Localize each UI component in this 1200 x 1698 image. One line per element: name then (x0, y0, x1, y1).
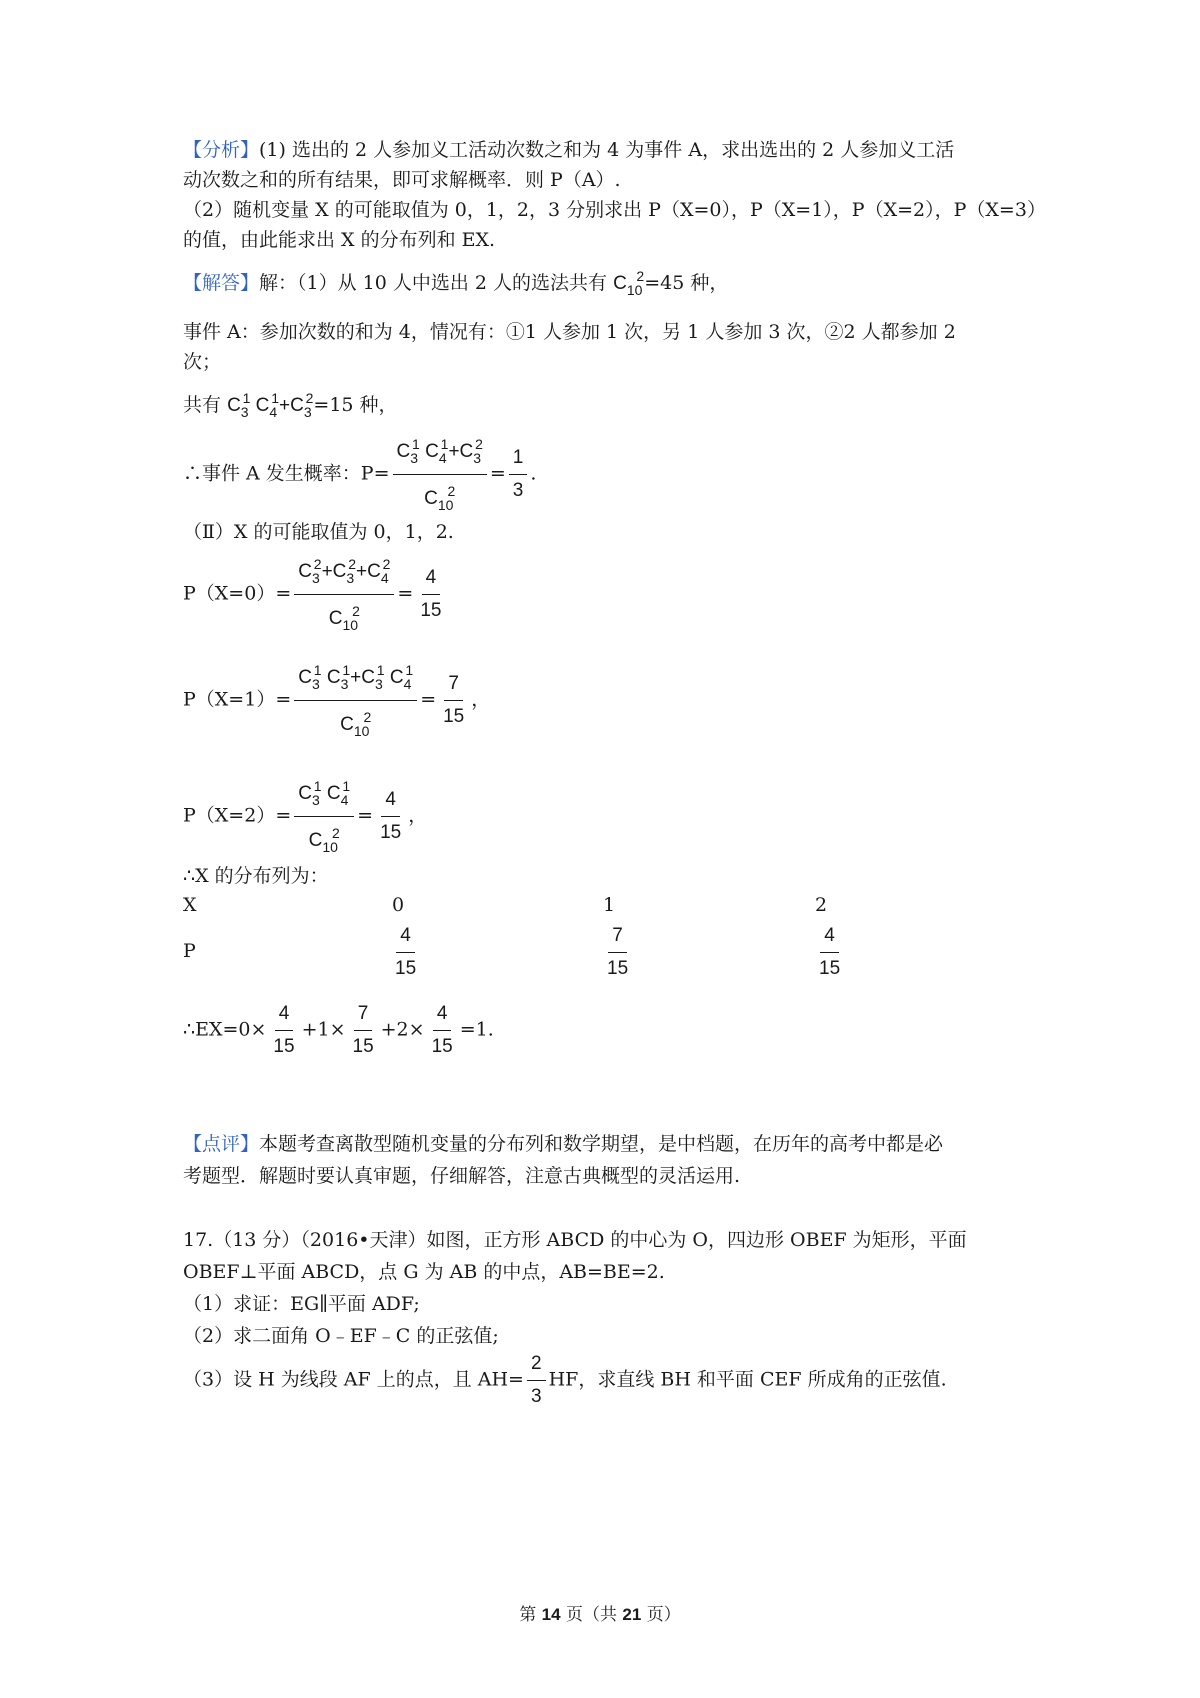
problem17-line-1: 17.（13 分）（2016•天津）如图，正方形 ABCD 的中心为 O，四边形 OBEF 为矩形，平面 (183, 1229, 967, 1251)
px2-result: $\frac{4}{15}$ (376, 786, 405, 847)
prob-a-result: $\frac{1}{3}$ (509, 444, 528, 505)
page-footer: 第 14 页（共 21 页） (519, 1605, 681, 1625)
table-x-header: X (183, 894, 197, 916)
comb-expression: $C_3^1$ $C_4^1+C_3^2$ (227, 390, 314, 420)
analysis-line-4: 的值，由此能求出 X 的分布列和 EX. (183, 229, 496, 251)
problem17-line-3: （1）求证：EG∥平面 ADF; (183, 1293, 420, 1315)
solution-line-2: 事件 A：参加次数的和为 4，情况有：①1 人参加 1 次，另 1 人参加 3 次，②2 人都参加 2 (183, 321, 956, 343)
problem17-line-5: （3）设 H 为线段 AF 上的点，且 AH= $\frac{2}{3}$ HF，求直线 BH 和平面 CEF 所成角的正弦值. (183, 1350, 947, 1411)
px0-line: P（X=0）= $\frac{C_3^2+C_3^2+C_4^2}{C_{10}^2}$ = $\frac{4}{15}$ (183, 550, 448, 639)
px2-fraction: $\frac{C_3^1 C_4^1}{C_{10}^2}$ (294, 772, 354, 861)
problem17-line-4: （2）求二面角 O﹣EF﹣C 的正弦值; (183, 1325, 499, 1347)
px1-result: $\frac{7}{15}$ (439, 670, 468, 731)
analysis-line-1: 【分析】(1) 选出的 2 人参加义工活动次数之和为 4 为事件 A，求出选出的 2 人参加义工活 (183, 139, 955, 161)
table-p-value: $\frac{4}{15}$ (812, 922, 847, 983)
comb-c10-2: $C_{10}^2$ (613, 268, 645, 298)
table-p-value: $\frac{4}{15}$ (388, 922, 423, 983)
px1-fraction: $\frac{C_3^1 C_3^1+C_3^1 C_4^1}{C_{10}^2}$ (294, 656, 417, 745)
px0-result: $\frac{4}{15}$ (416, 564, 445, 625)
comment-tag: 【点评】 (183, 1133, 260, 1155)
prob-a-fraction: $\frac{C_3^1 C_4^1+C_3^2}{C_{10}^2}$ (393, 430, 487, 519)
ex-line: ∴EX=0× $\frac{4}{15}$ +1× $\frac{7}{15}$ +2× $\frac{4}{15}$ =1. (183, 1000, 494, 1061)
solution-line-1: 【解答】解：（1）从 10 人中选出 2 人的选法共有 $C_{10}^2=45$ 种， (183, 268, 729, 298)
solution-tag: 【解答】 (183, 272, 260, 294)
analysis-line-2: 动次数之和的所有结果，即可求解概率．则 P（A）. (183, 169, 621, 191)
table-p-value: $\frac{7}{15}$ (600, 922, 635, 983)
dist-intro: ∴X 的分布列为： (183, 865, 329, 887)
table-x-value: 1 (603, 894, 616, 916)
table-p-header: P (183, 940, 196, 962)
problem17-line-2: OBEF⊥平面 ABCD，点 G 为 AB 的中点，AB=BE=2. (183, 1261, 665, 1283)
table-x-value: 0 (392, 894, 405, 916)
ah-ratio: $\frac{2}{3}$ (527, 1350, 546, 1411)
solution-line-3: 次； (183, 351, 222, 373)
solution-line-4: 共有 $C_3^1$ $C_4^1+C_3^2=15$ 种， (183, 390, 398, 420)
prob-a-line: ∴事件 A 发生概率：P= $\frac{C_3^1 C_4^1+C_3^2}{C_{10}^2}$ = $\frac{1}{3}$ . (183, 430, 536, 519)
px0-fraction: $\frac{C_3^2+C_3^2+C_4^2}{C_{10}^2}$ (294, 550, 394, 639)
px1-line: P（X=1）= $\frac{C_3^1 C_3^1+C_3^1 C_4^1}{C_{10}^2}$ = $\frac{7}{15}$ ， (183, 656, 490, 745)
comment-line-1: 【点评】本题考查离散型随机变量的分布列和数学期望，是中档题，在历年的高考中都是必 (183, 1133, 944, 1155)
analysis-line-3: （2）随机变量 X 的可能取值为 0，1，2，3 分别求出 P（X=0），P（X=1），P（X=2），P（X=3） (183, 199, 1046, 221)
table-x-value: 2 (815, 894, 828, 916)
comment-line-2: 考题型．解题时要认真审题，仔细解答，注意古典概型的灵活运用. (183, 1165, 741, 1187)
solution-line-6: （Ⅱ）X 的可能取值为 0，1，2. (183, 521, 454, 543)
px2-line: P（X=2）= $\frac{C_3^1 C_4^1}{C_{10}^2}$ = $\frac{4}{15}$ ， (183, 772, 427, 861)
analysis-tag: 【分析】 (183, 139, 260, 161)
